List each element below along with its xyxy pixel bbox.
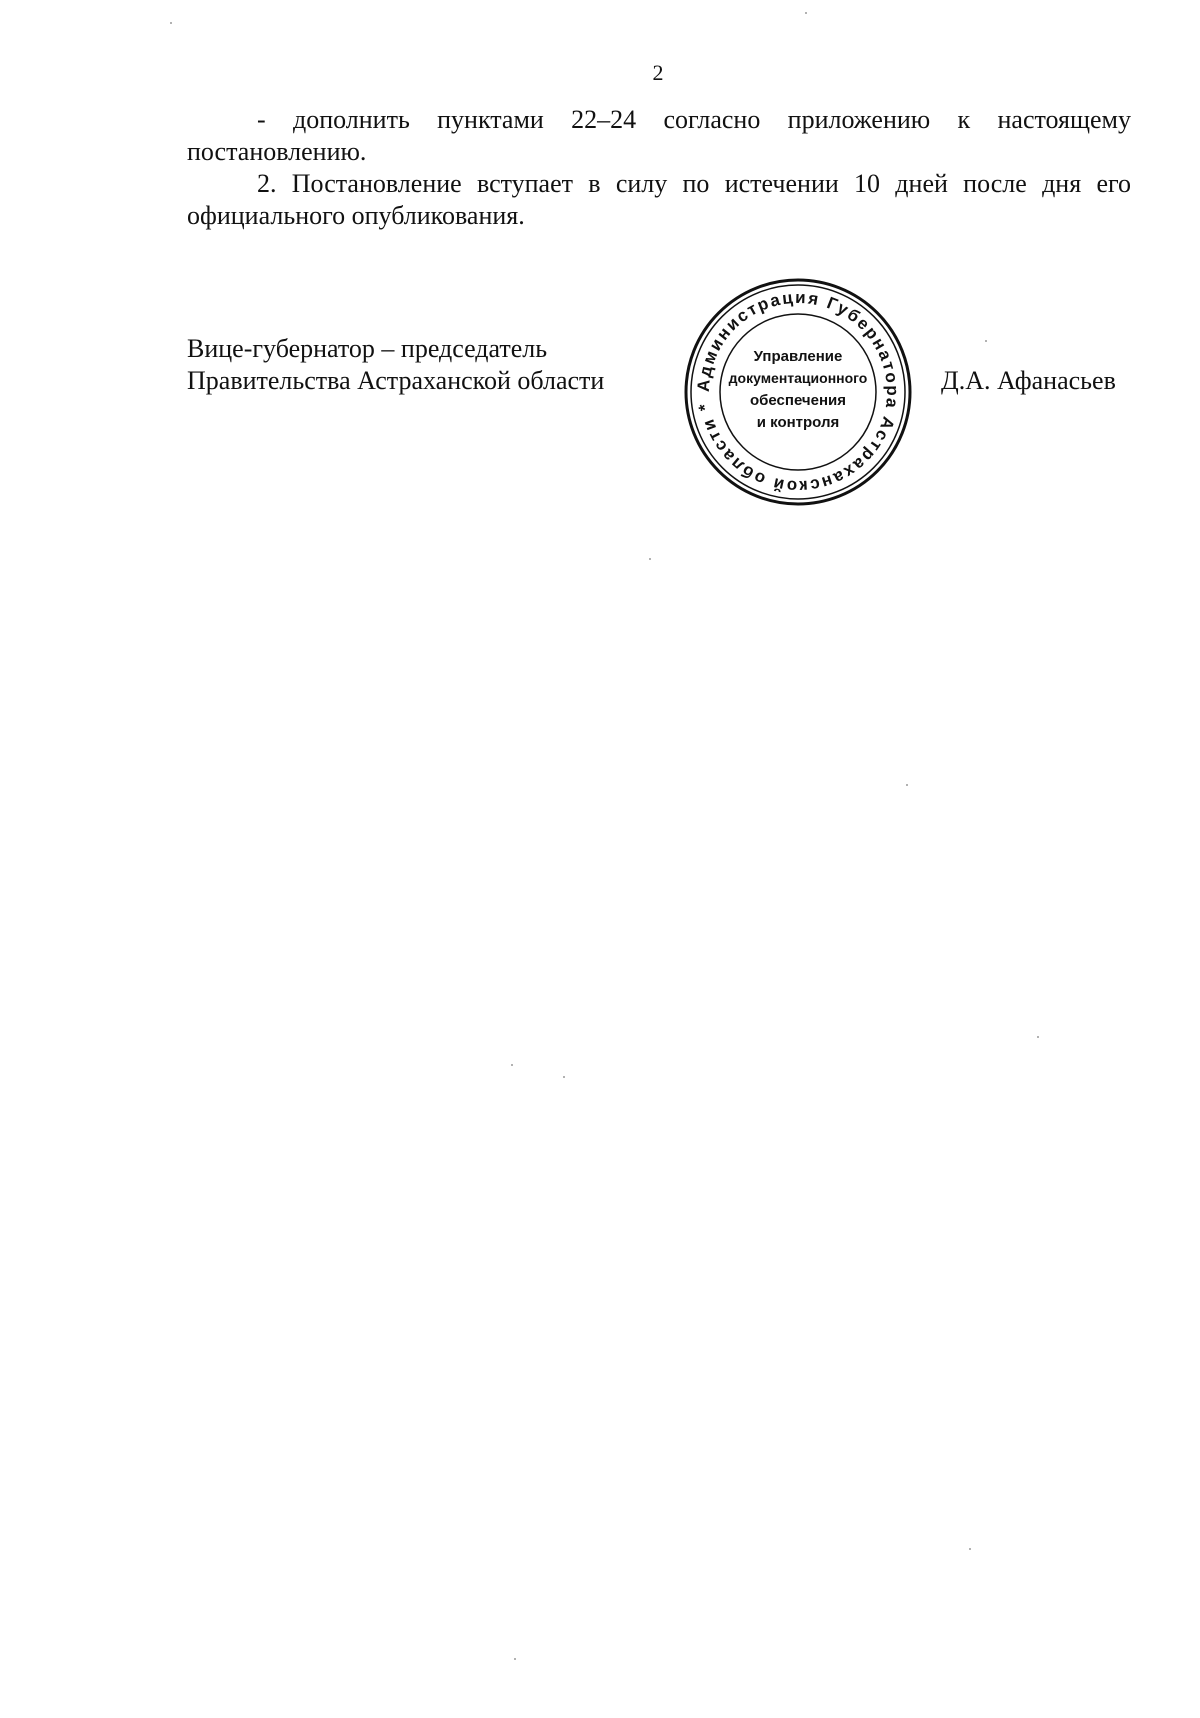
page-number: 2 — [652, 60, 664, 85]
signer-name: Д.А. Афанасьев — [941, 366, 1116, 395]
scan-speck — [649, 558, 651, 560]
official-seal-stamp — [683, 277, 913, 507]
stamp-center-line-3: обеспечения — [749, 392, 847, 409]
stamp-center-line-1: Управление — [753, 348, 843, 365]
signatory-title-line-1: Вице-губернатор – председатель — [187, 334, 548, 363]
scan-speck — [1037, 1036, 1039, 1038]
stamp-center-line-4: и контроля — [756, 414, 840, 431]
scan-speck — [170, 22, 172, 24]
paragraph-amendment: - дополнить пунктами 22–24 согласно приложению к настоящему постановлению. — [187, 105, 1131, 166]
scan-speck — [969, 1548, 971, 1550]
scan-speck — [985, 340, 987, 342]
signatory-title — [187, 333, 604, 397]
paragraph-effective-date: 2. Постановление вступает в силу по истечении 10 дней после дня его официального опубликования. — [187, 169, 1131, 230]
scan-speck — [514, 1658, 516, 1660]
scan-speck — [805, 12, 807, 14]
stamp-center-line-2: документационного — [728, 370, 868, 386]
scan-speck — [563, 1076, 565, 1078]
scan-speck — [511, 1064, 513, 1066]
scan-speck — [906, 784, 908, 786]
document-body — [187, 104, 1131, 232]
stamp-ring-text: Администрация Губернатора Астраханской области * — [693, 287, 903, 497]
signatory-title-line-2: Правительства Астраханской области — [187, 366, 605, 395]
